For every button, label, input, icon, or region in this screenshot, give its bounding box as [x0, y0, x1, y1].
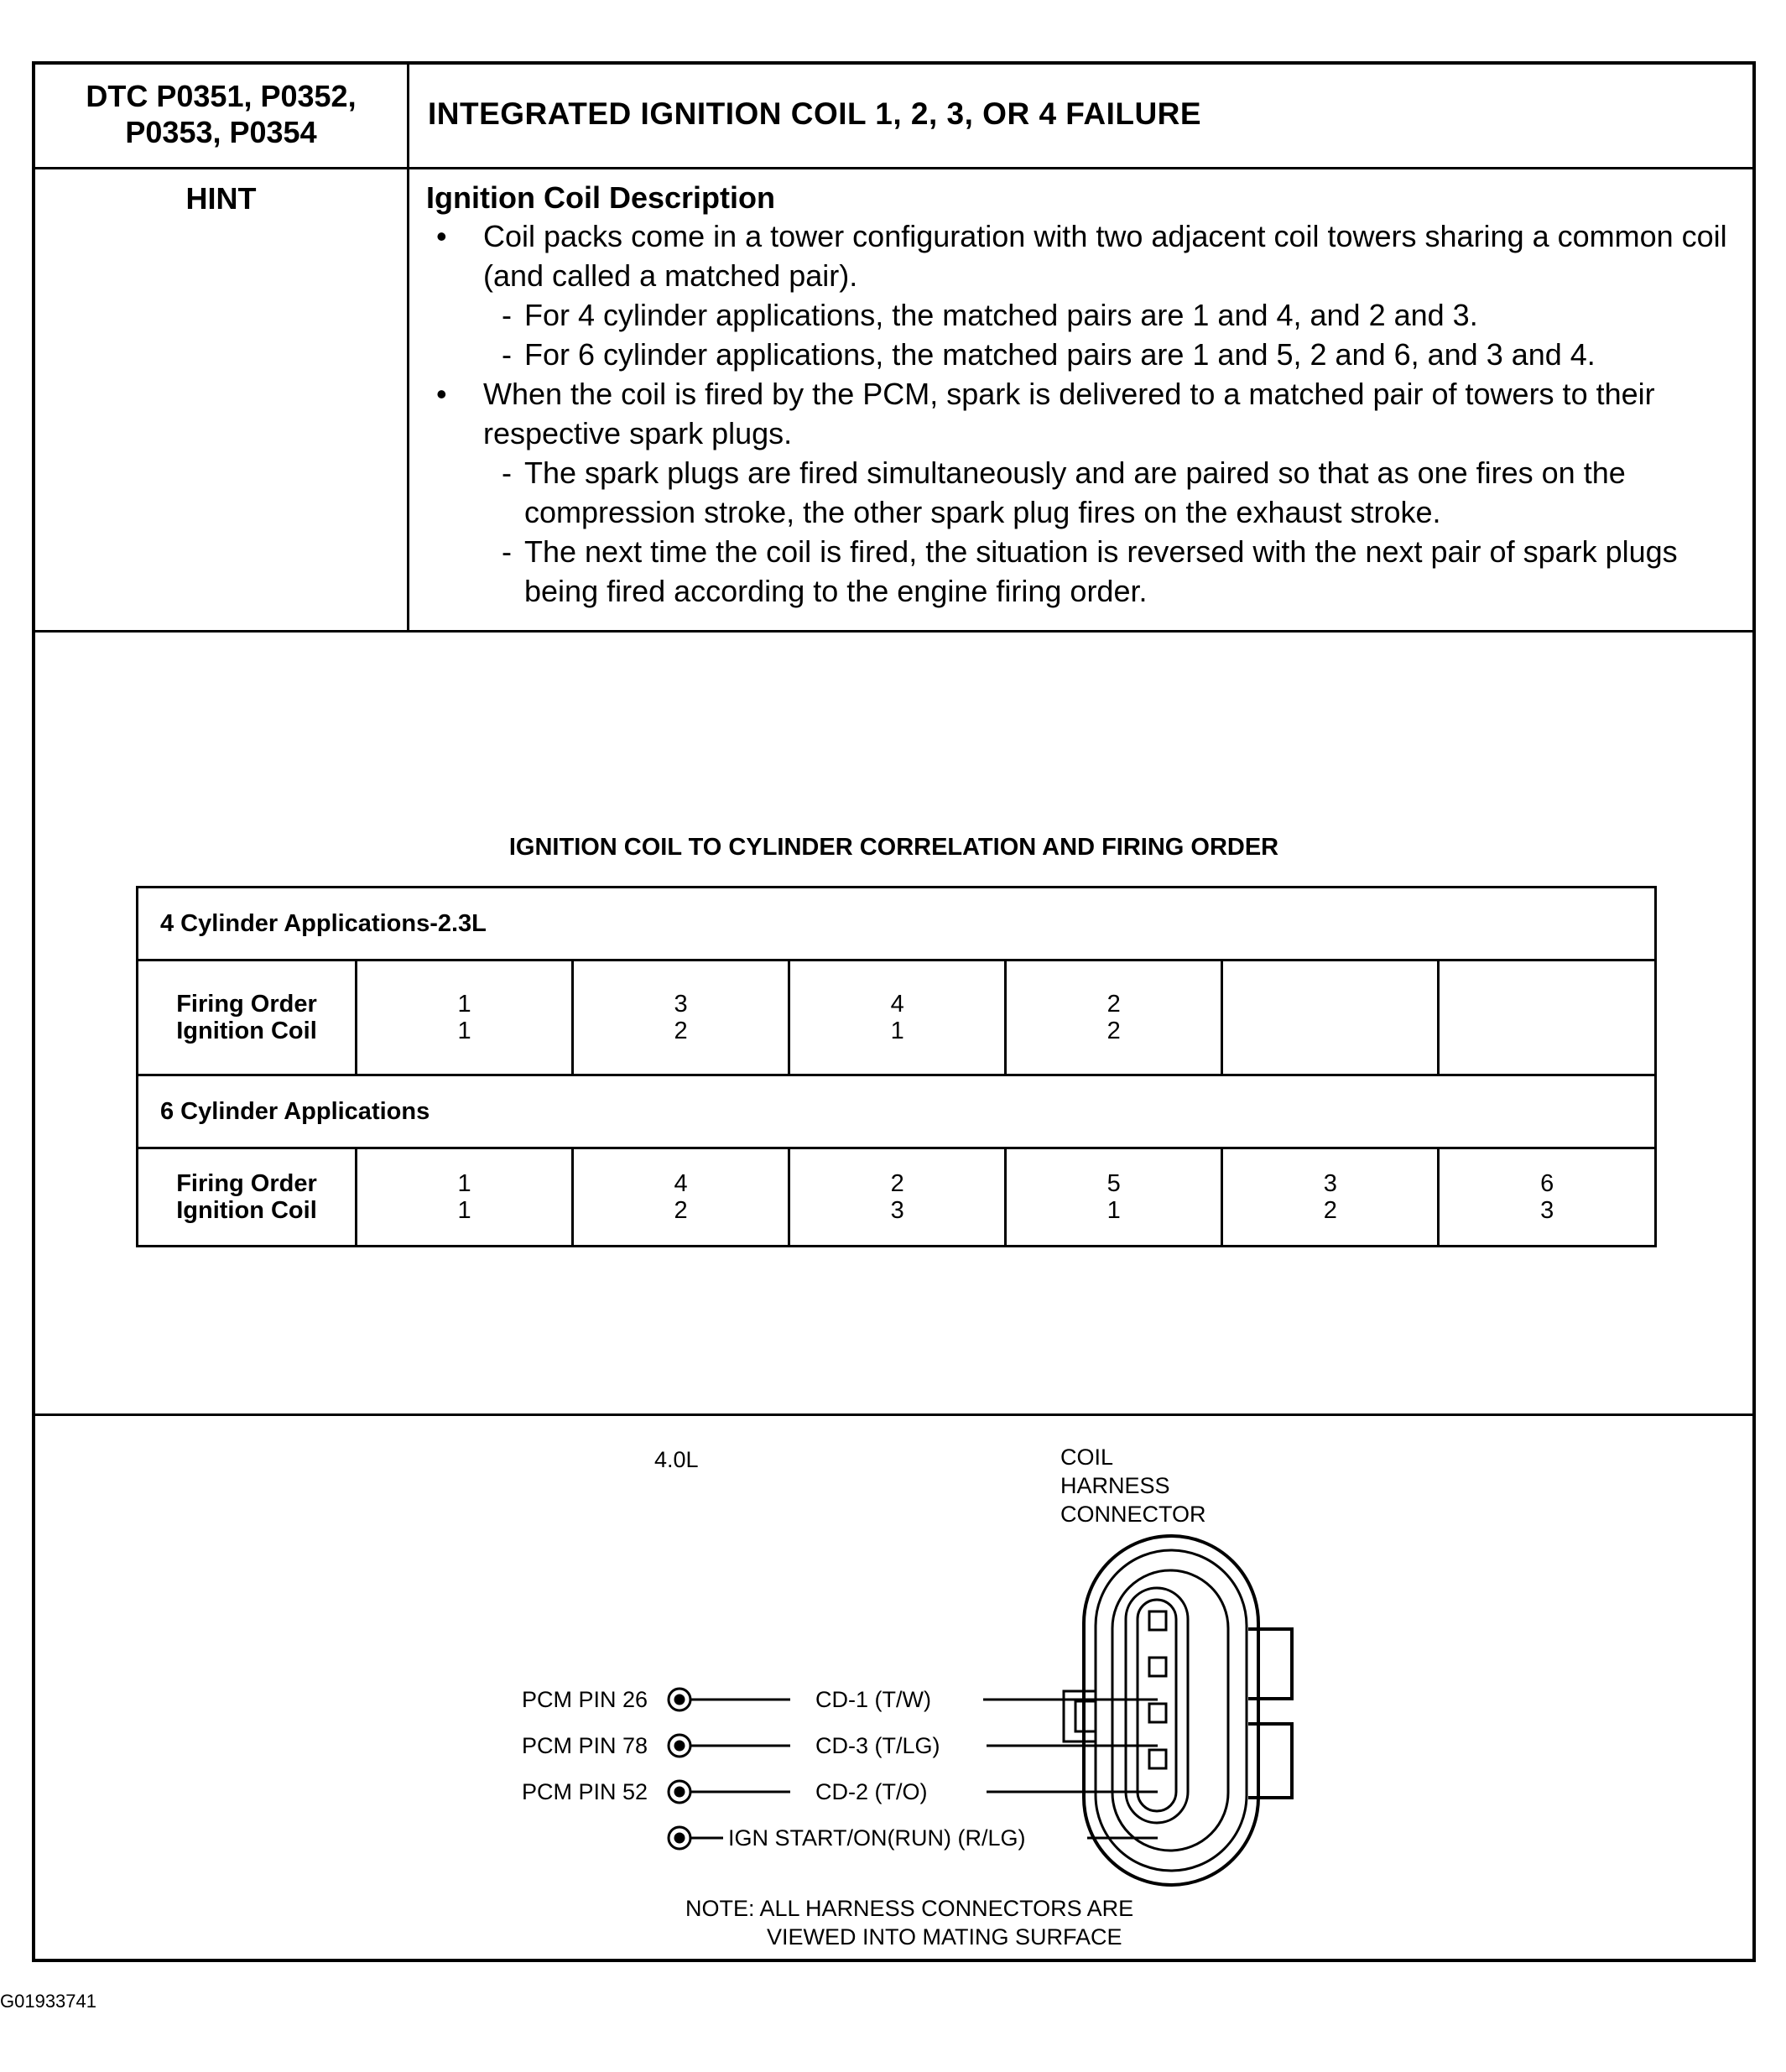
four-cyl-section-row — [138, 888, 1656, 961]
firing-value: 5 — [1106, 1170, 1121, 1197]
coil-value: 3 — [1540, 1197, 1554, 1224]
ignition-coil-label: Ignition Coil — [176, 1197, 317, 1224]
connector-caption-line1: COIL — [1060, 1445, 1114, 1470]
six-cyl-section-row — [138, 1075, 1656, 1148]
firing-value: 1 — [457, 991, 471, 1018]
coil-value: 2 — [1323, 1197, 1337, 1224]
coil-value: 1 — [457, 1018, 471, 1044]
wire-ign-label: IGN START/ON(RUN) (R/LG) — [728, 1825, 1026, 1851]
coil-value: 3 — [890, 1197, 904, 1224]
four-cyl-cell — [1222, 961, 1439, 1075]
connector-row — [35, 1416, 1752, 1962]
hint-body — [409, 169, 1752, 611]
pcm-pin-26-label: PCM PIN 26 — [522, 1687, 648, 1712]
firing-value: 1 — [457, 1170, 471, 1197]
four-cyl-section: 4 Cylinder Applications-2.3L — [138, 888, 1656, 961]
note-line2: VIEWED INTO MATING SURFACE — [767, 1924, 1122, 1950]
hint-bullet-2-sub-2 — [426, 532, 1736, 611]
firing-value: 3 — [1323, 1170, 1337, 1197]
six-cyl-cell — [1222, 1148, 1439, 1247]
firing-value: 2 — [890, 1170, 904, 1197]
coil-value: 1 — [1106, 1197, 1121, 1224]
note-line1: NOTE: ALL HARNESS CONNECTORS ARE — [685, 1896, 1134, 1921]
bullet-dot-icon: • — [436, 219, 447, 253]
hint-heading: Ignition Coil Description — [426, 180, 775, 215]
six-cyl-section: 6 Cylinder Applications — [138, 1075, 1656, 1148]
coil-value: 1 — [457, 1197, 471, 1224]
hint-row — [35, 169, 1752, 633]
dtc-codes — [35, 65, 407, 150]
dash-icon: - — [502, 534, 512, 569]
correlation-title: IGNITION COIL TO CYLINDER CORRELATION AND FIRING ORDER — [508, 834, 1279, 861]
hint-bullet-1-sub-2 — [426, 335, 1736, 374]
connector-caption-line3: CONNECTOR — [1060, 1502, 1206, 1527]
firing-value: 6 — [1540, 1170, 1554, 1197]
firing-value: 4 — [674, 1170, 688, 1197]
six-cyl-cell — [1439, 1148, 1656, 1247]
terminal-circle-icon — [669, 1689, 690, 1849]
six-cyl-cell — [1006, 1148, 1222, 1247]
coil-value: 1 — [890, 1018, 904, 1044]
dtc-title: INTEGRATED IGNITION COIL 1, 2, 3, OR 4 FAILURE — [428, 96, 1202, 131]
hint-bullet-2 — [426, 374, 1736, 453]
bullet-dot-icon: • — [436, 377, 447, 411]
four-cyl-cell — [357, 961, 573, 1075]
six-cyl-row-labels — [138, 1148, 357, 1247]
four-cyl-cell — [1439, 961, 1656, 1075]
firing-order-label: Firing Order — [176, 1170, 317, 1197]
dtc-codes-line2: P0353, P0354 — [125, 115, 317, 149]
six-cyl-data-row — [138, 1148, 1656, 1247]
dash-icon: - — [502, 337, 512, 372]
hint-body-cell — [409, 169, 1752, 630]
hint-bullet-1-text: Coil packs come in a tower configuration with two adjacent coil towers sharing a common coil (and called a matched pair). — [483, 219, 1727, 293]
correlation-table — [136, 886, 1657, 1247]
firing-value: 4 — [890, 991, 904, 1018]
four-cyl-cell — [1006, 961, 1222, 1075]
connector-caption-line2: HARNESS — [1060, 1473, 1170, 1498]
dash-icon: - — [502, 456, 512, 490]
firing-value: 3 — [674, 991, 688, 1018]
hint-label-cell — [35, 169, 409, 630]
hint-bullet-1-sub-1-text: For 4 cylinder applications, the matched pairs are 1 and 4, and 2 and 3. — [524, 298, 1478, 332]
hint-bullet-2-text: When the coil is fired by the PCM, spark is delivered to a matched pair of towers to their respective spark plugs. — [483, 377, 1655, 450]
hint-bullet-1-sub-2-text: For 6 cylinder applications, the matched pairs are 1 and 5, 2 and 6, and 3 and 4. — [524, 337, 1596, 372]
six-cyl-cell — [357, 1148, 573, 1247]
coil-connector-icon — [1064, 1536, 1292, 1885]
ignition-coil-label: Ignition Coil — [176, 1018, 317, 1044]
dtc-codes-cell — [35, 65, 409, 167]
hint-bullet-2-sub-1 — [426, 453, 1736, 532]
firing-order-label: Firing Order — [176, 991, 317, 1018]
six-cyl-cell — [573, 1148, 789, 1247]
four-cyl-data-row — [138, 961, 1656, 1075]
figure-id: G01933741 — [0, 1991, 96, 2012]
connector-diagram — [35, 1416, 1752, 1962]
engine-label: 4.0L — [654, 1447, 699, 1472]
hint-bullet-1-sub-1 — [426, 295, 1736, 335]
six-cyl-cell — [789, 1148, 1006, 1247]
dtc-codes-line1: DTC P0351, P0352, — [86, 79, 357, 113]
four-cyl-cell — [789, 961, 1006, 1075]
firing-value: 2 — [1106, 991, 1121, 1018]
coil-value: 2 — [1106, 1018, 1121, 1044]
hint-label: HINT — [185, 181, 257, 216]
dtc-title-cell — [409, 65, 1752, 167]
dash-icon: - — [502, 298, 512, 332]
pcm-pin-52-label: PCM PIN 52 — [522, 1779, 648, 1804]
dtc-document — [32, 61, 1756, 1962]
hint-bullet-2-sub-2-text: The next time the coil is fired, the situation is reversed with the next pair of spark plugs being fired according to the engine firing order. — [524, 534, 1678, 608]
hint-bullet-1 — [426, 216, 1736, 295]
coil-value: 2 — [674, 1197, 688, 1224]
wire-cd3-label: CD-3 (T/LG) — [815, 1733, 940, 1758]
four-cyl-cell — [573, 961, 789, 1075]
coil-value: 2 — [674, 1018, 688, 1044]
wire-cd1-label: CD-1 (T/W) — [815, 1687, 931, 1712]
dtc-header-row — [35, 65, 1752, 169]
hint-bullet-2-sub-1-text: The spark plugs are fired simultaneously and are paired so that as one fires on the compression stroke, the other spark plug fires on the exhaust stroke. — [524, 456, 1626, 529]
pcm-pin-78-label: PCM PIN 78 — [522, 1733, 648, 1758]
correlation-row — [35, 633, 1752, 1416]
wire-cd2-label: CD-2 (T/O) — [815, 1779, 928, 1804]
four-cyl-row-labels — [138, 961, 357, 1075]
